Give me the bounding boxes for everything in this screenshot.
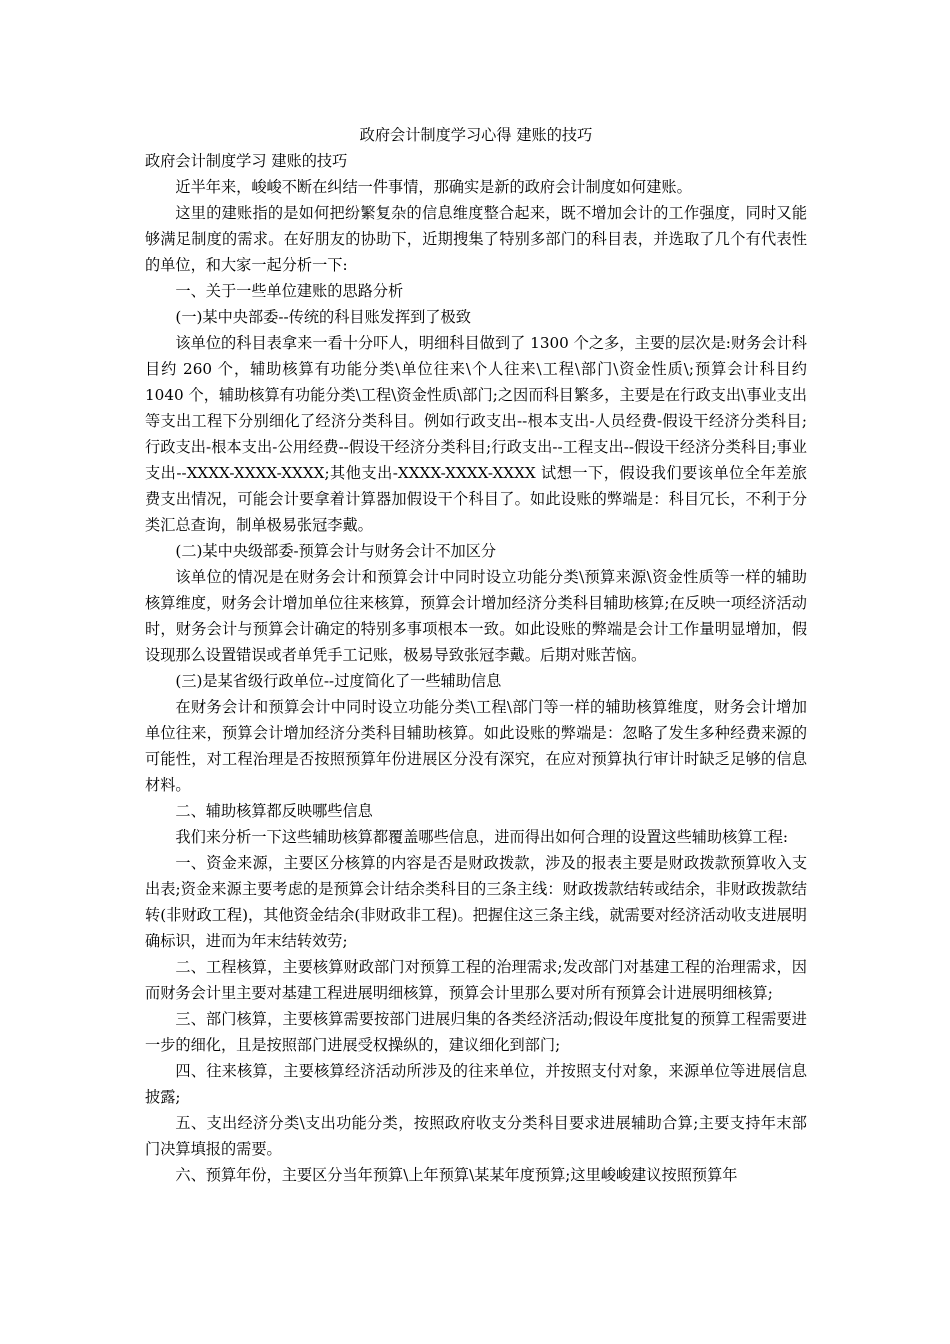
paragraph-section-2-intro: 我们来分析一下这些辅助核算都覆盖哪些信息，进而得出如何合理的设置这些辅助核算工程: [175,828,789,846]
paragraph-case-3: 在财务会计和预算会计中同时设立功能分类\工程\部门等一样的辅助核算维度，财务会计增加单位往来，预算会计增加经济分类科目辅助核算。如此设账的弊端是：忽略了发生多种经费来源的可能性，对工程治理是否按照预算年份进展区分没有深究，在应对预算执行审计时缺乏足够的信息材料。 [145,698,807,794]
paragraph-definition: 这里的建账指的是如何把纷繁复杂的信息维度整合起来，既不增加会计的工作强度，同时又能够满足制度的需求。在好朋友的协助下，近期搜集了特别多部门的科目表，并选取了几个有代表性的单位，和大家一起分析一下: [145,204,807,274]
paragraph-case-2: 该单位的情况是在财务会计和预算会计中同时设立功能分类\预算来源\资金性质等一样的辅助核算维度，财务会计增加单位往来核算，预算会计增加经济分类科目辅助核算;在反映一项经济活动时，财务会计与预算会计确定的特别多事项根本一致。如此设账的弊端是会计工作量明显增加，假设现那么设置错误或者单凭手工记账，极易导致张冠李戴。后期对账苦恼。 [145,568,807,664]
paragraph-case-1: 该单位的科目表拿来一看十分吓人，明细科目做到了 1300 个之多，主要的层次是:财务会计科目约 260 个，辅助核算有功能分类\单位往来\个人往来\工程\部门\资金性质\;预算会计科目约 1040 个，辅助核算有功能分类\工程\资金性质\部门;之因而科目繁多，主要是在行政支出\事业支出等支出工程下分别细化了经济分类科目。例如行政支出--根本支出-人员经费-假设干经济分类科目;行政支出-根本支出-公用经费--假设干经济分类科目;行政支出--工程支出--假设干经济分类科目;事业支出--XXXX-XXXX-XXXX;其他支出-XXXX-XXXX-XXXX 试想一下，假设我们要该单位全年差旅费支出情况，可能会计要拿着计算器加假设干个科目了。如此设账的弊端是：科目冗长，不利于分类汇总查询，制单极易张冠李戴。 [145,334,807,534]
section-heading-1: 一、关于一些单位建账的思路分析 [175,282,404,300]
document-title: 政府会计制度学习心得 建账的技巧 [359,126,593,144]
document-body [145,122,807,1188]
paragraph-item-budget-year: 六、预算年份，主要区分当年预算\上年预算\某某年度预算;这里峻峻建议按照预算年 [175,1166,738,1184]
paragraph-intro: 近半年来，峻峻不断在纠结一件事情，那确实是新的政府会计制度如何建账。 [175,178,692,196]
subsection-heading-2: (二)某中央级部委-预算会计与财务会计不加区分 [175,542,497,560]
paragraph-item-funding-source: 一、资金来源，主要区分核算的内容是否是财政拨款，涉及的报表主要是财政拨款预算收入支出表;资金来源主要考虑的是预算会计结余类科目的三条主线：财政拨款结转或结余，非财政拨款结转(非财政工程)，其他资金结余(非财政非工程)。把握住这三条主线，就需要对经济活动收支进展明确标识，进而为年末结转效劳; [145,854,807,950]
document-subtitle: 政府会计制度学习 建账的技巧 [145,152,348,170]
paragraph-item-department: 三、部门核算，主要核算需要按部门进展归集的各类经济活动;假设年度批复的预算工程需要进一步的细化，且是按照部门进展受权操纵的，建议细化到部门; [145,1010,807,1054]
paragraph-item-classification: 五、支出经济分类\支出功能分类，按照政府收支分类科目要求进展辅助合算;主要支持年末部门决算填报的需要。 [145,1114,807,1158]
subsection-heading-3: (三)是某省级行政单位--过度简化了一些辅助信息 [175,672,502,690]
subsection-heading-1: (一)某中央部委--传统的科目账发挥到了极致 [175,308,471,326]
paragraph-item-receivables: 四、往来核算，主要核算经济活动所涉及的往来单位，并按照支付对象，来源单位等进展信息披露; [145,1062,807,1106]
section-heading-2: 二、辅助核算都反映哪些信息 [175,802,373,820]
paragraph-item-project: 二、工程核算，主要核算财政部门对预算工程的治理需求;发改部门对基建工程的治理需求，因而财务会计里主要对基建工程进展明细核算，预算会计里那么要对所有预算会计进展明细核算; [145,958,807,1002]
